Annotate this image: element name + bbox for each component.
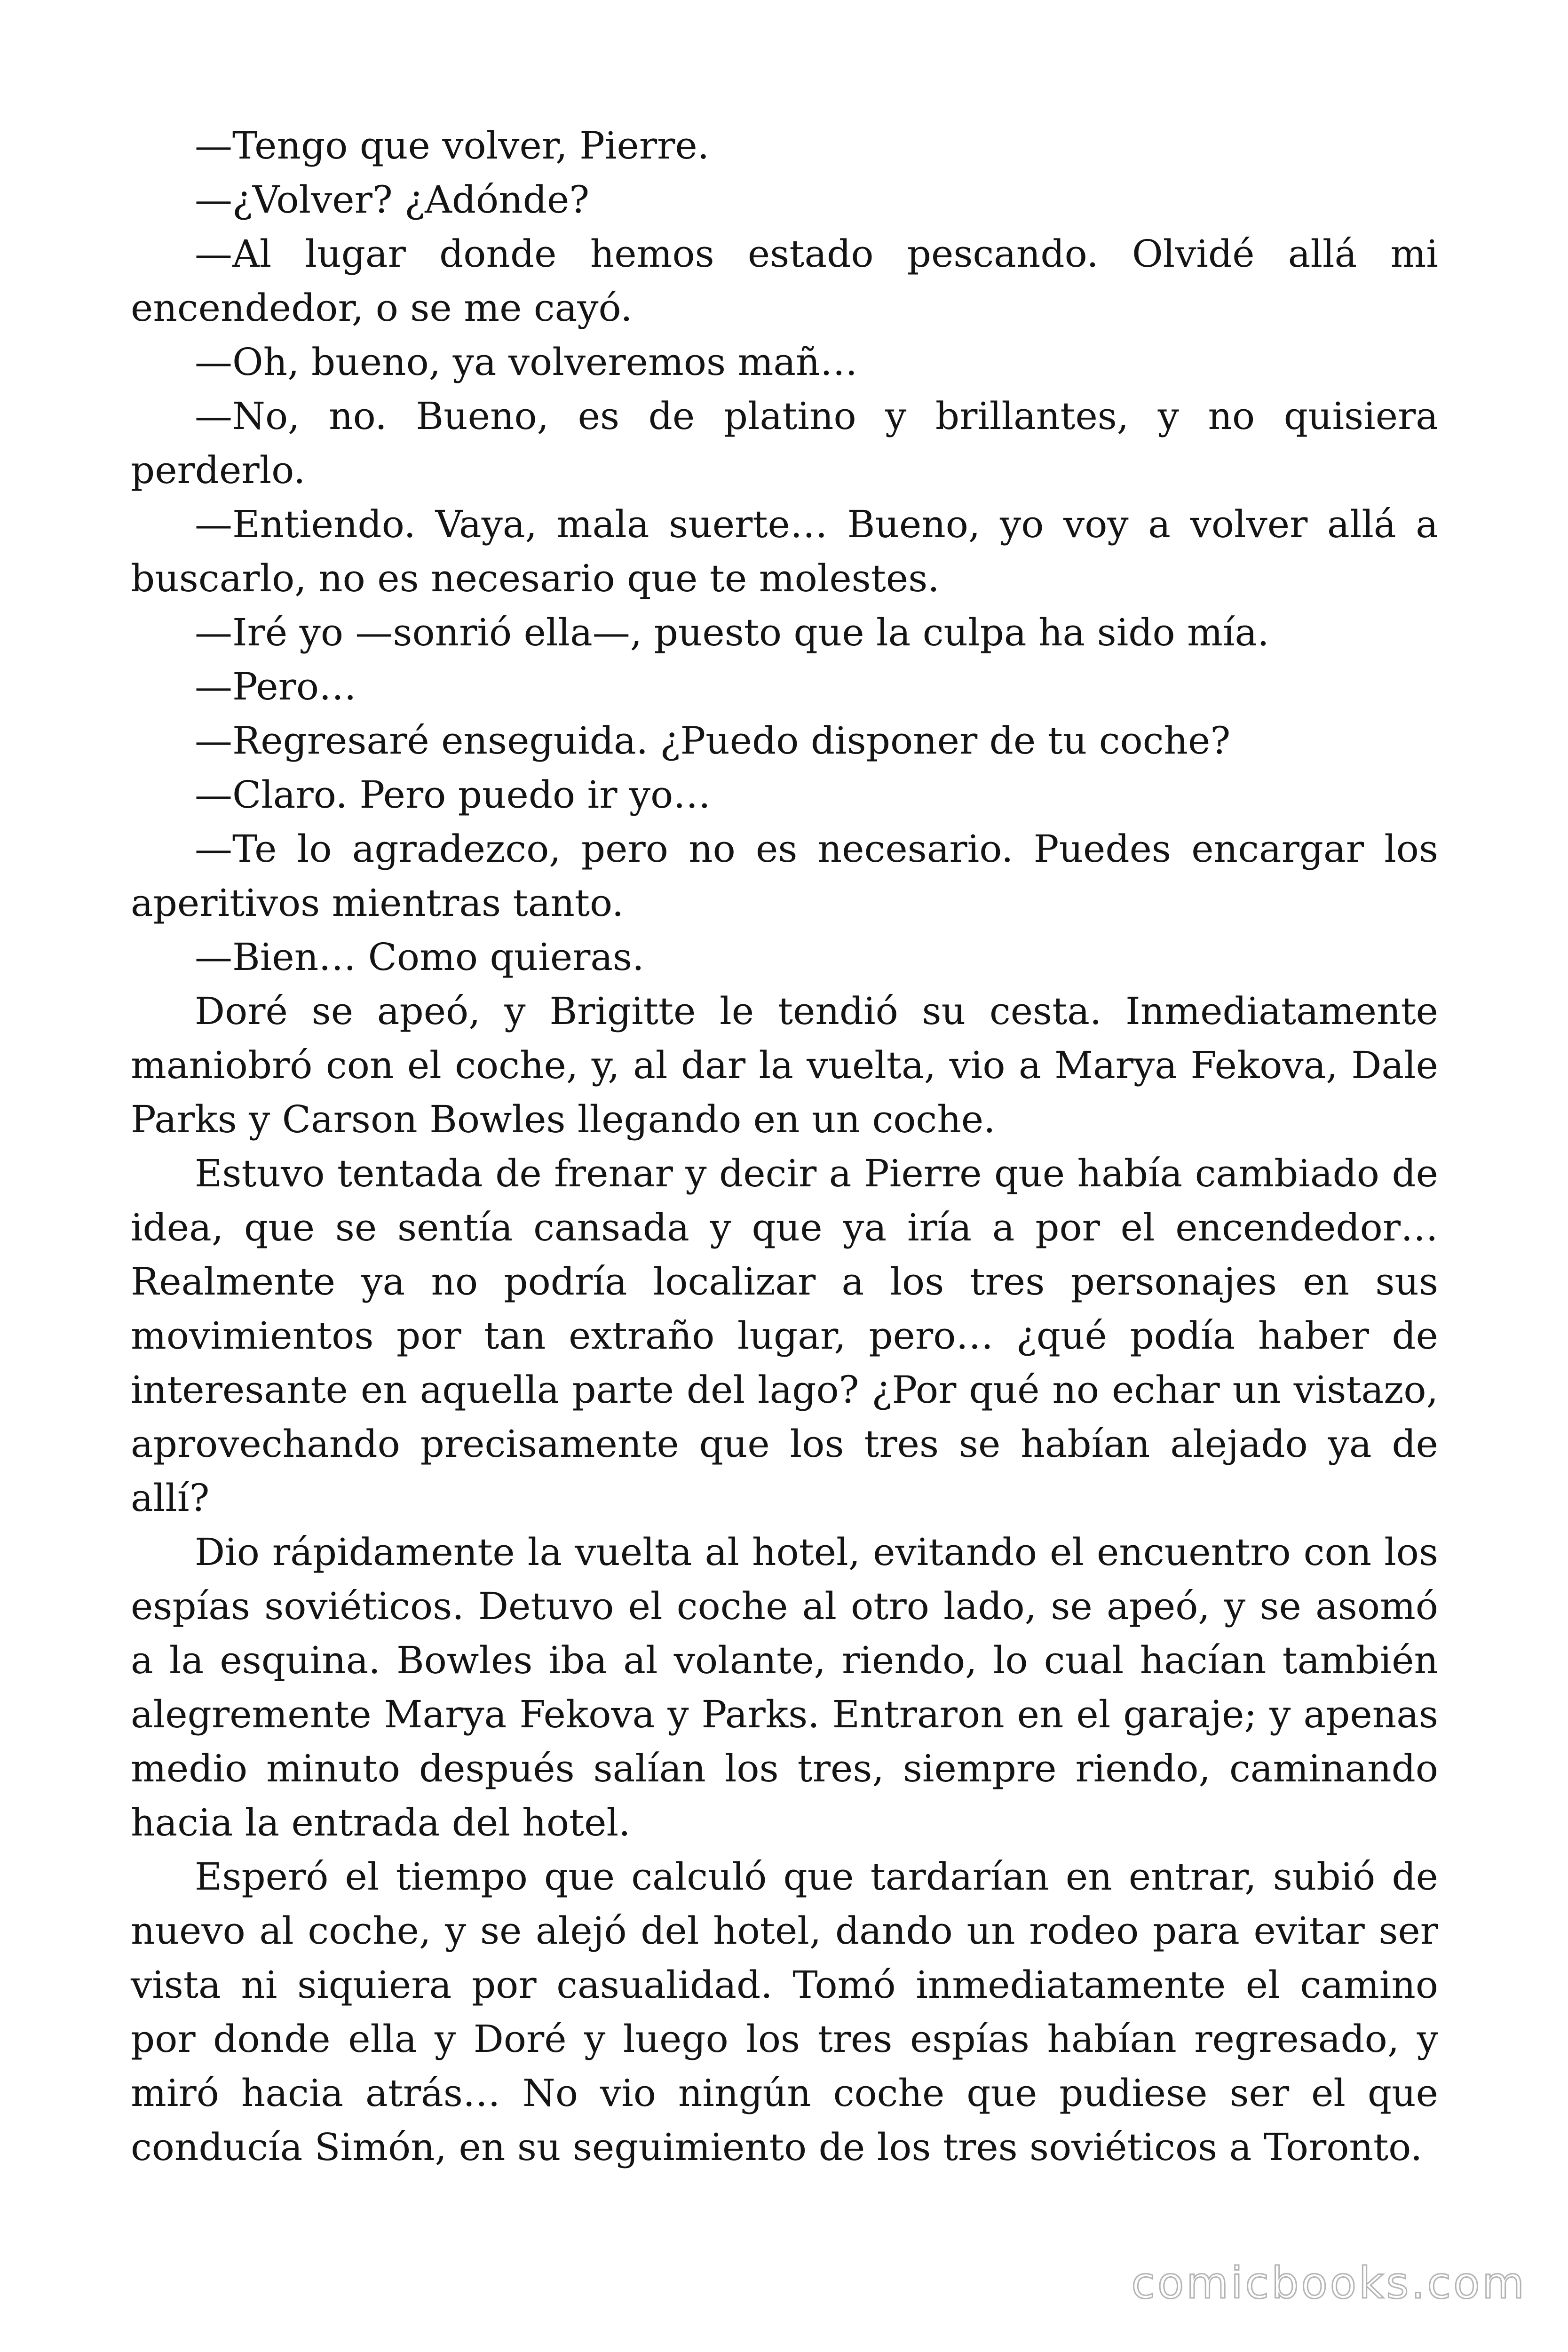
paragraph: —Iré yo —sonrió ella—, puesto que la culpa ha sido mía. bbox=[195, 611, 1269, 654]
paragraph: Doré se apeó, y Brigitte le tendió su cesta. Inmediatamente maniobró con el coche, y, al dar la vuelta, vio a Marya Fekova, Dale Parks y Carson Bowles llegando en un coche. bbox=[131, 989, 1438, 1141]
paragraph: —Al lugar donde hemos estado pescando. Olvidé allá mi encendedor, o se me cayó. bbox=[131, 232, 1438, 330]
paragraph: —Te lo agradezco, pero no es necesario. Puedes encargar los aperitivos mientras tanto. bbox=[131, 827, 1438, 925]
paragraph: —No, no. Bueno, es de platino y brillantes, y no quisiera perderlo. bbox=[131, 394, 1438, 492]
paragraph: —Bien… Como quieras. bbox=[195, 935, 644, 979]
paragraph: Estuvo tentada de frenar y decir a Pierre que había cambiado de idea, que se sentía cansada y que ya iría a por el encendedor… Realmente ya no podría localizar a los tres personajes en sus movimientos por tan extraño lugar, pero… ¿qué podía haber de interesante en aquella parte del lago? ¿Por qué no echar un vistazo, aprovechando precisamente que los tres se habían alejado ya de allí? bbox=[131, 1152, 1438, 1520]
paragraph: Esperó el tiempo que calculó que tardarían en entrar, subió de nuevo al coche, y se alejó del hotel, dando un rodeo para evitar ser vista ni siquiera por casualidad. Tomó inmediatamente el camino por donde ella y Doré y luego los tres espías habían regresado, y miró hacia atrás… No vio ningún coche que pudiese ser el que conducía Simón, en su seguimiento de los tres soviéticos a Toronto. bbox=[131, 1855, 1438, 2169]
paragraph: —Oh, bueno, ya volveremos mañ… bbox=[195, 340, 858, 384]
paragraph: —Claro. Pero puedo ir yo… bbox=[195, 773, 711, 817]
paragraph: —¿Volver? ¿Adónde? bbox=[195, 178, 590, 222]
paragraph: Dio rápidamente la vuelta al hotel, evitando el encuentro con los espías soviéticos. Detuvo el coche al otro lado, se apeó, y se asomó a la esquina. Bowles iba al volante, riendo, lo cual hacían también alegremente Marya Fekova y Parks. Entraron en el garaje; y apenas medio minuto después salían los tres, siempre riendo, caminando hacia la entrada del hotel. bbox=[131, 1530, 1438, 1844]
paragraph: —Pero… bbox=[195, 665, 356, 708]
paragraph: —Regresaré enseguida. ¿Puedo disponer de tu coche? bbox=[195, 719, 1231, 763]
page-body bbox=[131, 119, 1438, 2174]
paragraph: —Tengo que volver, Pierre. bbox=[195, 124, 710, 167]
paragraph: —Entiendo. Vaya, mala suerte… Bueno, yo voy a volver allá a buscarlo, no es necesario que te molestes. bbox=[131, 502, 1438, 600]
watermark: comicbooks.com bbox=[1131, 2258, 1527, 2308]
